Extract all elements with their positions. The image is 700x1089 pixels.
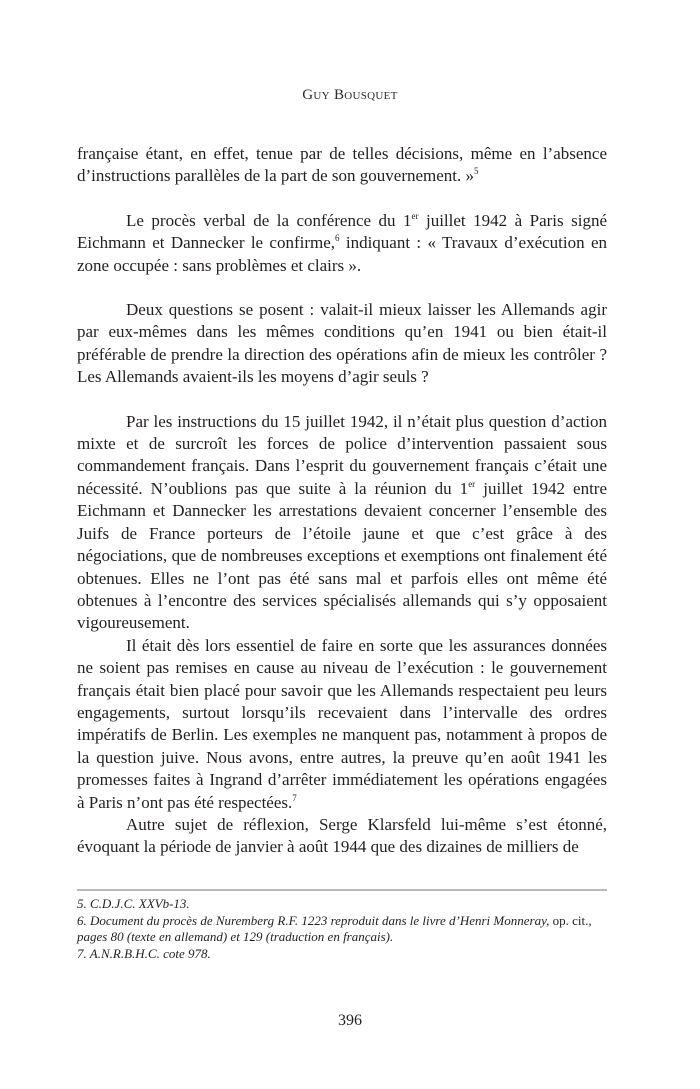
page-number: 396 bbox=[338, 1012, 362, 1029]
ordinal-superscript: er bbox=[411, 210, 419, 221]
footnote-text: pages 80 (texte en allemand) et 129 (traduction en français). bbox=[77, 929, 394, 944]
footnote-text: 6. Document du procès de Nuremberg R.F. 1223 reproduit dans le livre d’Henri Monneray, bbox=[77, 912, 550, 928]
paragraph-text: indiquant : « Travaux d’exécution en zone occupée : sans problèmes et clairs ». bbox=[77, 233, 607, 275]
footnote-5: 5. C.D.J.C. XXVb-13. bbox=[77, 896, 190, 911]
paragraph-6: Autre sujet de réflexion, Serge Klarsfeld lui-même s’est étonné, évoquant la période de janvier à août 1944 que des dizaines de milliers de bbox=[77, 814, 607, 857]
paragraph-text: juillet 1942 entre Eichmann et Dannecker les arrestations devaient concerner l’ensemble des Juifs de France porteurs de l’étoile jaune et que c’est grâce à des négociations, que de nombreuses exceptions et exemptions ont finalement été obtenues. Elles ne l’ont pas été sans mal et parfois elles ont même été obtenues à l’encontre des services spécialisés allemands qui s’y opposaient vigoureusement. bbox=[77, 478, 607, 633]
footnote-divider bbox=[77, 889, 607, 891]
paragraph-3: Deux questions se posent : valait-il mieux laisser les Allemands agir par eux-mêmes dans les mêmes conditions qu’en 1941 ou bien était-il préférable de prendre la direction des opérations afin de mieux les contrôler ? Les Allemands avaient-ils les moyens d’agir seuls ? bbox=[77, 300, 607, 387]
footnote-ref-7[interactable]: 7 bbox=[292, 792, 297, 803]
footnotes bbox=[77, 896, 617, 962]
paragraph-text: française étant, en effet, tenue par de telles décisions, même en l’absence d’instructions parallèles de la part de son gouvernement. » bbox=[77, 144, 607, 186]
footnote-ref-5[interactable]: 5 bbox=[474, 166, 479, 177]
paragraph-5 bbox=[77, 635, 607, 814]
footnote-text: op. cit., bbox=[549, 912, 592, 928]
main-text bbox=[77, 143, 607, 859]
paragraph-text: juillet 1942 à Paris signé Eichmann et Dannecker le confirme, bbox=[77, 210, 607, 253]
paragraph-2 bbox=[77, 210, 607, 277]
ordinal-superscript: er bbox=[468, 478, 476, 489]
footnote-ref-6[interactable]: 6 bbox=[335, 233, 340, 244]
paragraph-text: Par les instructions du 15 juillet 1942, il n’était plus question d’action mixte et de surcroît les forces de police d’intervention passaient sous commandement français. Dans l’esprit du gouvernement français c’était une nécessité. N’oublions pas que suite à la réunion du 1 bbox=[77, 411, 607, 498]
footnote-7: 7. A.N.R.B.H.C. cote 978. bbox=[77, 945, 211, 961]
paragraph-1 bbox=[77, 143, 607, 188]
paragraph-4 bbox=[77, 411, 607, 635]
paragraph-text: Le procès verbal de la conférence du 1 bbox=[126, 210, 412, 230]
paragraph-text: Il était dès lors essentiel de faire en sorte que les assurances données ne soient pas remises en cause au niveau de l’exécution : le gouvernement français était bien placé pour savoir que les Allemands respectaient peu leurs engagements, surtout lorsqu’ils recevaient dans l’intervalle des ordres impératifs de Berlin. Les exemples ne manquent pas, notamment à propos de la question juive. Nous avons, entre autres, la preuve qu’en août 1941 les promesses faites à Ingrand d’arrêter immédiatement les opérations engagées à Paris n’ont pas été respectées. bbox=[77, 635, 607, 812]
running-head: Guy Bousquet bbox=[302, 87, 398, 103]
footnote-6 bbox=[77, 913, 617, 946]
